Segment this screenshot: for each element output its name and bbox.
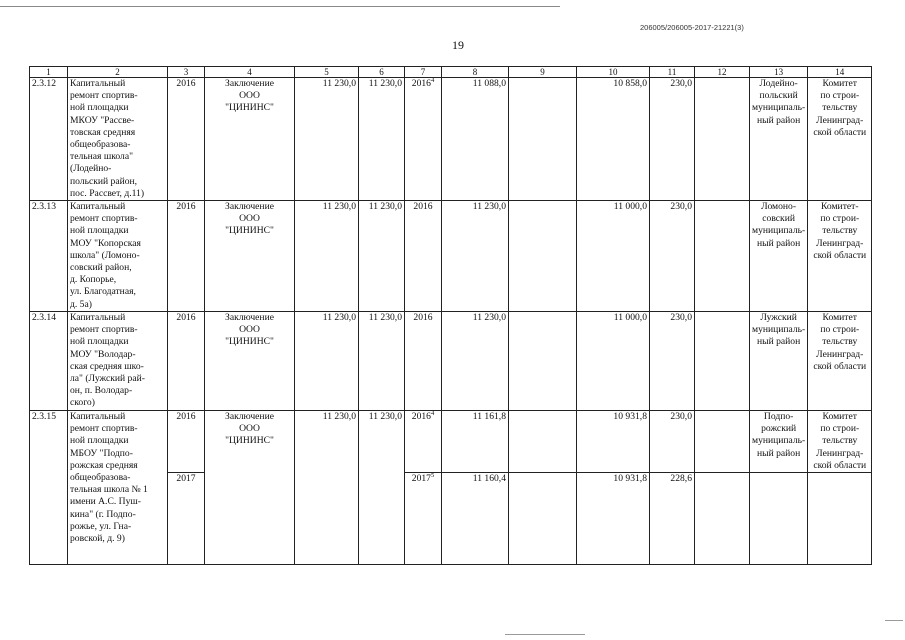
scan-border-line: [505, 634, 585, 635]
amount-cell: 11 230,0: [295, 312, 359, 411]
amount-cell: 230,0: [650, 201, 695, 312]
amount-cell: [509, 473, 577, 565]
responsible-body: Комитет по строи- тельству Ленинград- ской области: [808, 78, 872, 201]
municipality-cell: Подпо- рожский муниципаль- ный район: [750, 411, 808, 473]
municipality-cell: Ломоно- совский муниципаль- ный район: [750, 201, 808, 312]
column-number: 8: [442, 67, 509, 78]
amount-cell: [695, 411, 750, 473]
amount-cell: 11 230,0: [359, 312, 405, 411]
amount-cell: 11 161,8: [442, 411, 509, 473]
amount-cell: 11 230,0: [359, 411, 405, 565]
amount-cell: 10 858,0: [577, 78, 650, 201]
amount-cell: 11 230,0: [295, 78, 359, 201]
amount-cell: [695, 473, 750, 565]
amount-cell: 11 230,0: [295, 411, 359, 565]
column-number: 4: [205, 67, 295, 78]
amount-cell: 10 931,8: [577, 473, 650, 565]
scan-border-line: [885, 620, 903, 621]
amount-cell: 11 230,0: [359, 201, 405, 312]
object-name: Капитальный ремонт спортив- ной площадки МКОУ "Рассве- товская средняя общеобразова- тельная школа" (Лодейно- польский район, пос. Рассвет, д.11): [68, 78, 168, 201]
responsible-body: [808, 473, 872, 565]
row-number: 2.3.14: [30, 312, 68, 411]
table-row: [30, 78, 872, 201]
object-name: Капитальный ремонт спортив- ной площадки МБОУ "Подпо- рожская средняя общеобразова- тельная школа № 1 имени А.С. Пуш- кина" (г. Подпо- рожье, ул. Гна- ровской, д. 9): [68, 411, 168, 565]
amount-cell: [509, 201, 577, 312]
column-number: 11: [650, 67, 695, 78]
year-cell: 2016$^4$: [405, 78, 442, 201]
column-number: 9: [509, 67, 577, 78]
object-name: Капитальный ремонт спортив- ной площадки МОУ "Володар- ская средняя шко- ла" (Лужский рай- он, п. Володар- ского): [68, 312, 168, 411]
year-cell: 2016: [405, 201, 442, 312]
amount-cell: 11 230,0: [442, 312, 509, 411]
year-cell: 2016: [168, 201, 205, 312]
amount-cell: 230,0: [650, 312, 695, 411]
amount-cell: [695, 78, 750, 201]
row-number: 2.3.13: [30, 201, 68, 312]
basis-document: Заключение ООО "ЦИНИНС": [205, 201, 295, 312]
document-id: 206005/206005-2017-21221(3): [640, 23, 744, 32]
amount-cell: [509, 312, 577, 411]
year-cell: 2016: [405, 312, 442, 411]
municipality-cell: [750, 473, 808, 565]
municipality-cell: Лодейно- польский муниципаль- ный район: [750, 78, 808, 201]
amount-cell: 11 000,0: [577, 312, 650, 411]
responsible-body: Комитет по строи- тельству Ленинград- ской области: [808, 411, 872, 473]
column-number: 10: [577, 67, 650, 78]
amount-cell: 230,0: [650, 78, 695, 201]
amount-cell: 10 931,8: [577, 411, 650, 473]
table-row: [30, 411, 872, 473]
amount-cell: [695, 312, 750, 411]
amount-cell: 11 088,0: [442, 78, 509, 201]
column-number: 7: [405, 67, 442, 78]
row-number: 2.3.12: [30, 78, 68, 201]
amount-cell: 11 230,0: [295, 201, 359, 312]
column-number: 1: [30, 67, 68, 78]
column-number: 6: [359, 67, 405, 78]
year-cell: 2016$^4$: [405, 411, 442, 473]
responsible-body: Комитет по строи- тельству Ленинград- ской области: [808, 312, 872, 411]
year-cell: 2017$^5$: [405, 473, 442, 565]
footnote-mark: 5: [430, 472, 435, 479]
amount-cell: 228,6: [650, 473, 695, 565]
year-cell: 2016: [168, 78, 205, 201]
amount-cell: [695, 201, 750, 312]
basis-document: Заключение ООО "ЦИНИНС": [205, 312, 295, 411]
column-number: 14: [808, 67, 872, 78]
basis-document: Заключение ООО "ЦИНИНС": [205, 78, 295, 201]
table-row: [30, 201, 872, 312]
amount-cell: [509, 78, 577, 201]
program-table: [29, 66, 872, 565]
amount-cell: 11 230,0: [442, 201, 509, 312]
footnote-mark: 4: [430, 410, 435, 417]
page-number: 19: [452, 38, 464, 52]
amount-cell: 11 230,0: [359, 78, 405, 201]
year-cell: 2016: [168, 312, 205, 411]
basis-document: Заключение ООО "ЦИНИНС": [205, 411, 295, 565]
column-number-row: [30, 67, 872, 78]
year-cell: 2017: [168, 473, 205, 565]
column-number: 12: [695, 67, 750, 78]
amount-cell: 230,0: [650, 411, 695, 473]
column-number: 3: [168, 67, 205, 78]
footnote-mark: 4: [430, 77, 435, 84]
row-number: 2.3.15: [30, 411, 68, 565]
column-number: 2: [68, 67, 168, 78]
table-row: [30, 312, 872, 411]
municipality-cell: Лужский муниципаль- ный район: [750, 312, 808, 411]
column-number: 5: [295, 67, 359, 78]
object-name: Капитальный ремонт спортив- ной площадки МОУ "Копорская школа" (Ломоно- совский район, д. Копорье, ул. Благодатная, д. 5а): [68, 201, 168, 312]
year-cell: 2016: [168, 411, 205, 473]
responsible-body: Комитет- по строи- тельству Ленинград- ской области: [808, 201, 872, 312]
amount-cell: [509, 411, 577, 473]
scan-border-line: [0, 6, 560, 7]
amount-cell: 11 160,4: [442, 473, 509, 565]
amount-cell: 11 000,0: [577, 201, 650, 312]
column-number: 13: [750, 67, 808, 78]
